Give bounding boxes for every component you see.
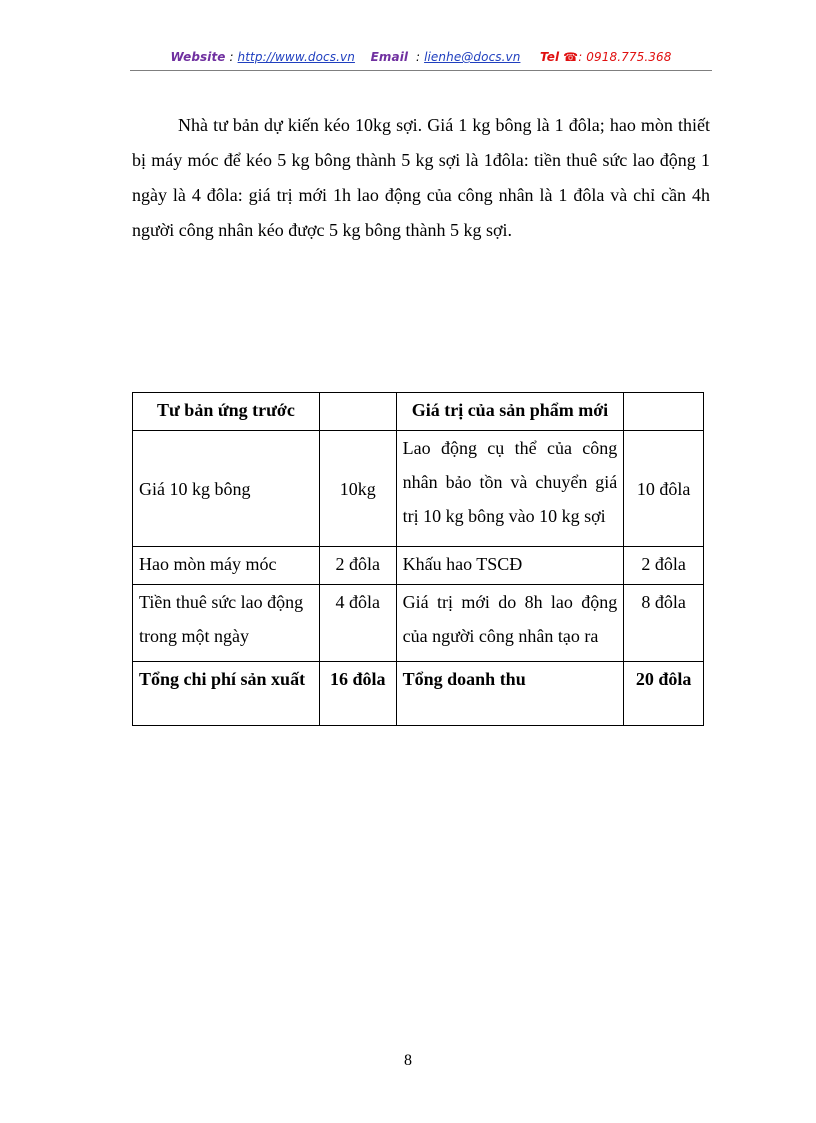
table-row xyxy=(133,585,704,662)
header-cell: Giá trị của sản phẩm mới xyxy=(396,393,624,431)
page-number: 8 xyxy=(404,1052,412,1069)
email-link[interactable]: lienhe@docs.vn xyxy=(424,50,521,64)
cost-value-table xyxy=(132,392,704,726)
body-text xyxy=(132,108,710,248)
table-header-row xyxy=(133,393,704,431)
table-cell: 2 đôla xyxy=(319,547,396,585)
table-cell: 16 đôla xyxy=(319,662,396,726)
table-cell: 20 đôla xyxy=(624,662,704,726)
page-header xyxy=(130,50,712,64)
table-cell: Lao động cụ thể của công nhân bảo tồn và chuyển giá trị 10 kg bông vào 10 kg sợi xyxy=(396,431,624,547)
table-cell: Tổng chi phí sản xuất xyxy=(133,662,320,726)
table-cell: 2 đôla xyxy=(624,547,704,585)
table-row xyxy=(133,431,704,547)
phone-icon: ☎ xyxy=(563,50,579,64)
header-cell xyxy=(624,393,704,431)
header-divider xyxy=(130,70,712,71)
tel-separator: : xyxy=(578,50,583,64)
phone-number: 0918.775.368 xyxy=(586,50,672,64)
table-cell: Giá 10 kg bông xyxy=(133,431,320,547)
table-cell: Khấu hao TSCĐ xyxy=(396,547,624,585)
email-separator: : xyxy=(415,50,421,64)
table-cell: 10kg xyxy=(319,431,396,547)
table-cell: 10 đôla xyxy=(624,431,704,547)
email-label: Email xyxy=(370,50,409,64)
website-label: Website xyxy=(170,50,226,64)
table-cell: Tiền thuê sức lao động trong một ngày xyxy=(133,585,320,662)
table-cell: Tổng doanh thu xyxy=(396,662,624,726)
table-cell: Giá trị mới do 8h lao động của người công nhân tạo ra xyxy=(396,585,624,662)
total-row xyxy=(133,662,704,726)
website-link[interactable]: http://www.docs.vn xyxy=(237,50,355,64)
table-row xyxy=(133,547,704,585)
header-cell xyxy=(319,393,396,431)
intro-paragraph: Nhà tư bản dự kiến kéo 10kg sợi. Giá 1 kg bông là 1 đôla; hao mòn thiết bị máy móc để kéo 5 kg bông thành 5 kg sợi là 1đôla: tiền thuê sức lao động 1 ngày là 4 đôla: giá trị mới 1h lao động của công nhân là 1 đôla và chỉ cần 4h người công nhân kéo được 5 kg bông thành 5 kg sợi. xyxy=(132,115,710,240)
header-cell: Tư bản ứng trước xyxy=(133,393,320,431)
website-separator: : xyxy=(229,50,234,64)
table-cell: 8 đôla xyxy=(624,585,704,662)
tel-label: Tel xyxy=(540,50,560,64)
table-cell: Hao mòn máy móc xyxy=(133,547,320,585)
table-cell: 4 đôla xyxy=(319,585,396,662)
